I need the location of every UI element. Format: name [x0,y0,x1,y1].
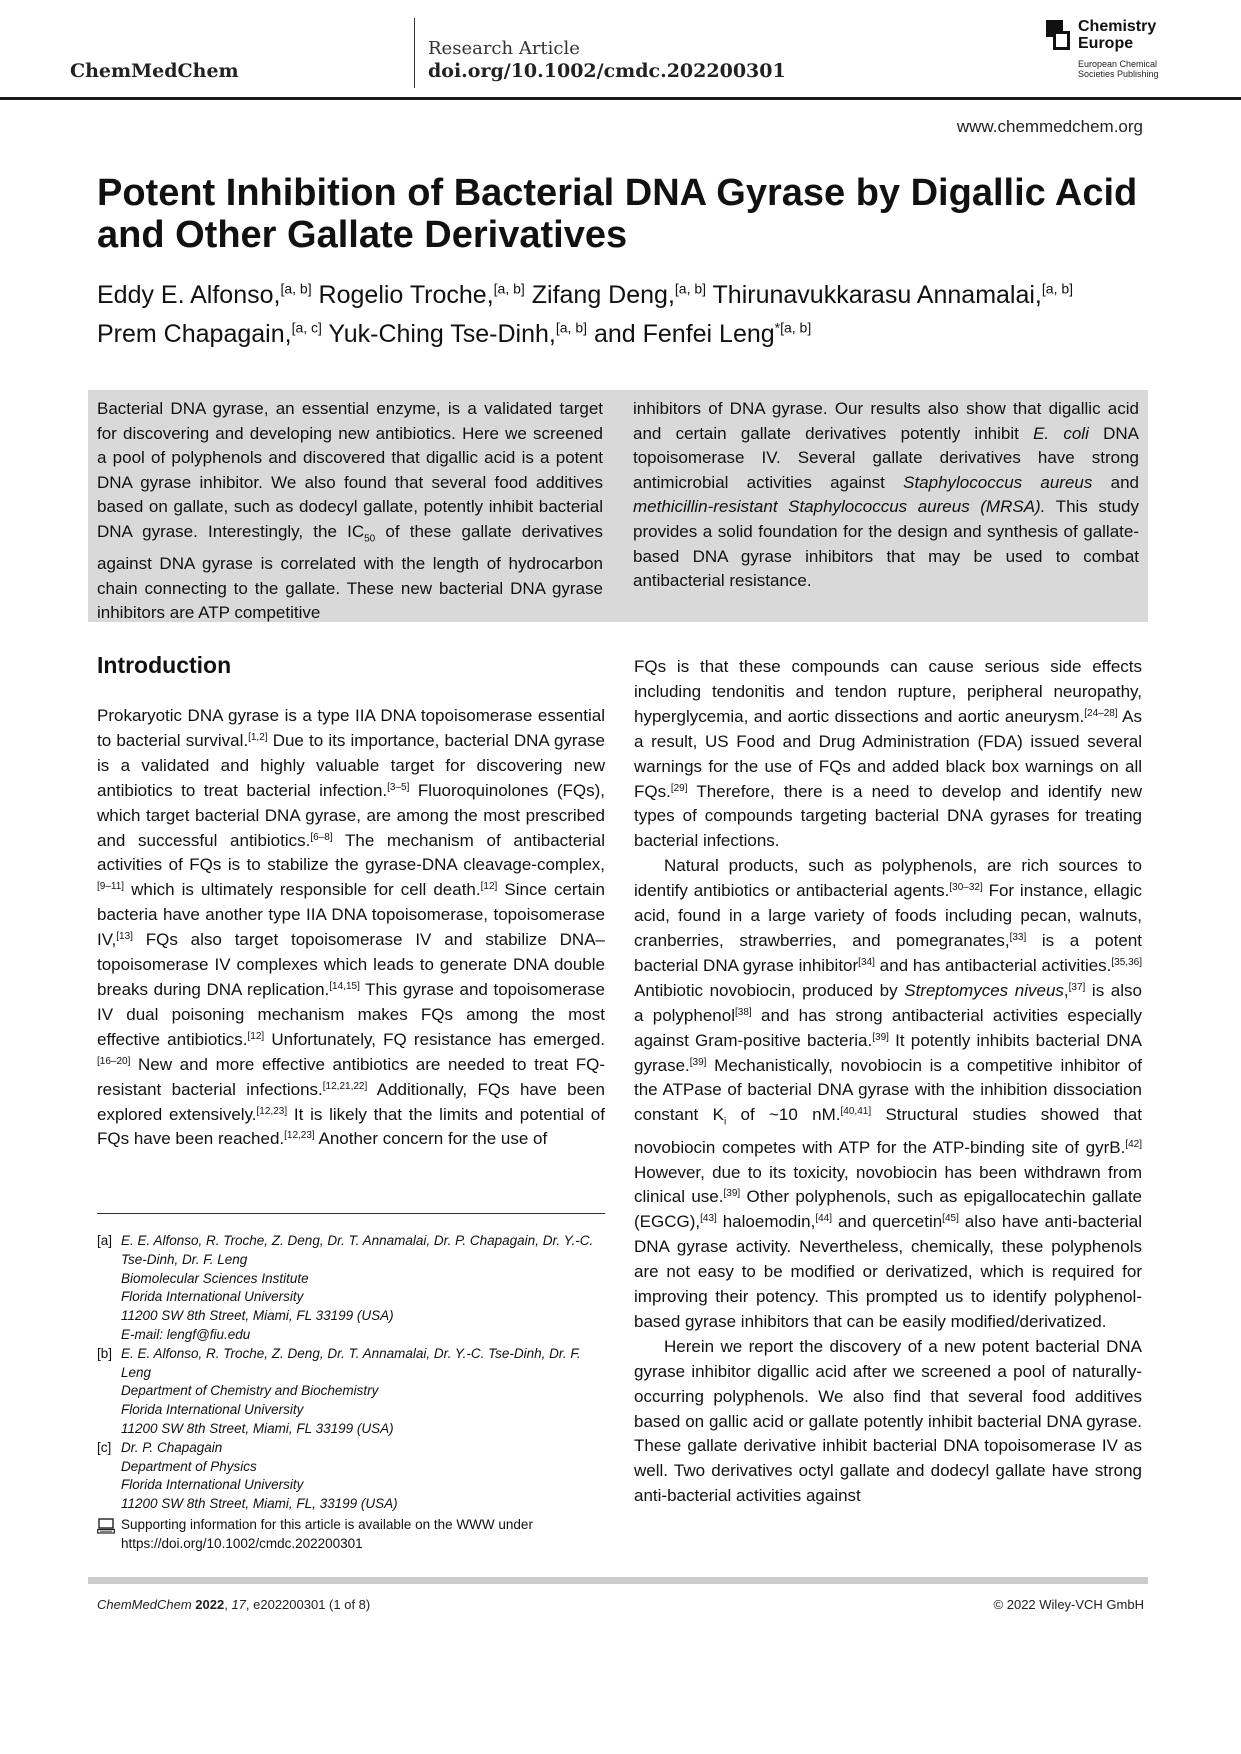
footer-copyright: © 2022 Wiley-VCH GmbH [993,1597,1144,1612]
citation-link[interactable]: [40,41] [840,1106,872,1118]
email-link[interactable]: E-mail: lengf@fiu.edu [121,1326,251,1342]
citation-link[interactable]: [14,15] [329,980,360,992]
author: Prem Chapagain,[a, c] [97,319,322,348]
chemistry-europe-logo-icon [1046,20,1070,50]
author: Rogelio Troche,[a, b] [318,281,525,310]
author: Eddy E. Alfonso,[a, b] [97,281,312,310]
citation-link[interactable]: [1,2] [248,731,268,743]
affiliation-a: [a] E. E. Alfonso, R. Troche, Z. Deng, Dr. T. Annamalai, Dr. P. Chapagain, Dr. Y.-C. Tse-Dinh, Dr. F. Leng Biomolecular Sciences Institute Florida International University 11200 SW 8th Street, Miami, FL 33199 (USA) E-mail: lengf@fiu.edu [97,1233,594,1342]
citation-link[interactable]: [35,36] [1111,956,1142,968]
supporting-information-note[interactable]: Supporting information for this article is available on the WWW under https://doi.org/10.1002/cmdc.202200301 [97,1516,605,1554]
affiliation-b: [b] E. E. Alfonso, R. Troche, Z. Deng, Dr. T. Annamalai, Dr. Y.-C. Tse-Dinh, Dr. F. Leng Department of Chemistry and Biochemistry Florida International University 11200 SW 8th Street, Miami, FL 33199 (USA) [97,1345,581,1436]
citation-link[interactable]: [12] [247,1030,265,1042]
citation-link[interactable]: [3–5] [387,781,410,793]
citation-link[interactable]: [13] [116,931,133,943]
logo-subtitle: European Chemical Societies Publishing [1078,59,1159,79]
citation-link[interactable]: [34] [858,956,875,968]
citation-link[interactable]: [33] [1009,931,1027,943]
citation-link[interactable]: [16–20] [97,1055,131,1067]
citation-link[interactable]: [44] [815,1213,833,1225]
paragraph: Herein we report the discovery of a new potent bacterial DNA gyrase inhibitor digallic acid after we screened a pool of naturally-occurring polyphenols. We also find that several food additives based on gallic acid or gallate potently inhibit bacterial DNA gyrase. These gallate derivative inhibit bacterial DNA topoisomerase IV as well. Two derivatives octyl gallate and dodecyl gallate have strong anti-bacterial activities against [634,1336,1142,1506]
computer-icon [97,1518,115,1534]
citation-link[interactable]: [6–8] [310,831,333,843]
paragraph: Prokaryotic DNA gyrase is a type IIA DNA topoisomerase essential to bacterial survival.[1,2] Due to its importance, bacterial DNA gyrase is a validated and highly valuable target for discovering new antibiotics to treat bacterial infection.[3–5] Fluoroquinolones (FQs), which target bacterial DNA gyrase, are among the most prescribed and successful antibiotics.[6–8] The mechanism of antibacterial activities of FQs is to stabilize the gyrase-DNA cleavage-complex,[9–11] which is ultimately responsible for cell death.[12] Since certain bacteria have another type IIA DNA topoisomerase, topoisomerase IV,[13] FQs also target topoisomerase IV and stabilize DNA–topoisomerase IV complexes which leads to generate DNA double breaks during DNA replication.[14,15] This gyrase and topoisomerase IV dual poisoning mechanism makes FQs among the most effective antibiotics.[12] Unfortunately, FQ resistance has emerged.[16–20] New and more effective antibiotics are needed to treat FQ-resistant bacterial infections.[12,21,22] Additionally, FQs have been explored extensively.[12,23] It is likely that the limits and potential of FQs have been reached.[12,23] Another concern for the use of [97,706,606,1149]
citation-link[interactable]: [24–28] [1084,707,1118,719]
body-column-right [634,655,1142,1509]
citation-link[interactable]: [12,23] [284,1130,315,1142]
abstract-column-2: inhibitors of DNA gyrase. Our results also show that digallic acid and certain gallate derivatives potently inhibit E. coli DNA topoisomerase IV. Several gallate derivatives have strong antimicrobial activities against Staphylococcus aureus and methicillin-resistant Staphylococcus aureus (MRSA). This study provides a solid foundation for the design and synthesis of gallate-based DNA gyrase inhibitors that may be used to combat antibacterial resistance. [633,399,1139,591]
publisher-logo[interactable] [1046,18,1176,82]
author: and Fenfei Leng$^{*[a, b]}$ [593,319,812,348]
citation-link[interactable]: [12,21,22] [322,1080,368,1092]
citation-link[interactable]: [45] [942,1213,959,1225]
footer-bar [88,1577,1148,1584]
affiliation-footnotes [97,1232,605,1554]
section-heading-introduction: Introduction [97,652,232,678]
header-divider [414,18,415,88]
citation-link[interactable]: [9–11] [97,881,125,893]
citation-link[interactable]: [39] [689,1056,707,1068]
author: Thirunavukkarasu Annamalai,[a, b] [712,281,1074,310]
paragraph: FQs is that these compounds can cause serious side effects including tendonitis and tendon rupture, peripheral neuropathy, hyperglycemia, and aortic dissections and aortic aneurysm.[24–28] As a result, US Food and Drug Administration (FDA) issued several warnings for the use of FQs and added black box warnings on all FQs.[29] Therefore, there is a need to develop and identify new types of compounds targeting bacterial DNA gyrases for treating bacterial infections. [634,657,1142,851]
citation-link[interactable]: [38] [735,1006,752,1018]
citation-link[interactable]: [29] [670,782,688,794]
citation-link[interactable]: [12] [480,881,498,893]
citation-link[interactable]: [37] [1068,981,1086,993]
abstract-box [88,390,1148,622]
journal-website-link[interactable]: www.chemmedchem.org [956,117,1143,136]
footnote-rule [97,1213,605,1214]
abstract-column-1: Bacterial DNA gyrase, an essential enzyme, is a validated target for discovering and developing new antibiotics. Here we screened a pool of polyphenols and discovered that digallic acid is a potent DNA gyrase inhibitor. We also found that several food additives based on gallate, such as dodecyl gallate, potently inhibit bacterial DNA gyrase. Interestingly, the $IC_{50}$ of these gallate derivatives against DNA gyrase is correlated with the length of hydrocarbon chain connecting to the gallate. These new bacterial DNA gyrase inhibitors are ATP competitive [97,399,603,623]
affiliation-c: [c] Dr. P. Chapagain Department of Physics Florida International University 11200 SW 8th Street, Miami, FL, 33199 (USA) [97,1439,398,1512]
journal-name: ChemMedChem [70,60,239,82]
author-list [97,273,1157,350]
article-title: Potent Inhibition of Bacterial DNA Gyrase by Digallic Acid and Other Gallate Derivatives [97,172,1138,256]
citation-link[interactable]: [42] [1125,1138,1142,1150]
author: Zifang Deng,[a, b] [531,281,707,310]
citation-link[interactable]: [12,23] [256,1105,288,1117]
author: Yuk-Ching Tse-Dinh,[a, b] [328,319,587,348]
footer-citation: ChemMedChem 2022, 17, e202200301 (1 of 8) [97,1597,371,1612]
citation-link[interactable]: [43] [700,1213,717,1225]
paragraph: Natural products, such as polyphenols, are rich sources to identify antibiotics or antibacterial agents.[30–32] For instance, ellagic acid, found in a large variety of foods including pecan, walnuts, cranberries, strawberries, and pomegranates,[33] is a potent bacterial DNA gyrase inhibitor[34] and has antibacterial activities.[35,36] Antibiotic novobiocin, produced by Streptomyces niveus,[37] is also a polyphenol[38] and has strong antibacterial activities especially against Gram-positive bacteria.[39] It potently inhibits bacterial DNA gyrase.[39] Mechanistically, novobiocin is a competitive inhibitor of the ATPase of bacterial DNA gyrase with the inhibition dissociation constant $K_i$ of ~10 nM.[40,41] Structural studies showed that novobiocin competes with ATP for the ATP-binding site of gyrB.[42] However, due to its toxicity, novobiocin has been withdrawn from clinical use.[39] Other polyphenols, such as epigallocatechin gallate (EGCG),[43] haloemodin,[44] and quercetin[45] also have anti-bacterial DNA gyrase activity. Nevertheless, chemically, these polyphenols are not easy to be modified or derivatized, which is required for improving their potency. This prompted us to identify polyphenol-based gyrase inhibitors that can be easily modified/derivatized. [634,856,1143,1331]
article-type: Research Article [428,38,580,59]
citation-link[interactable]: [39] [872,1031,889,1043]
body-column-left [97,704,605,1152]
citation-link[interactable]: [39] [723,1188,741,1200]
citation-link[interactable]: [30–32] [949,882,983,894]
header-rule [0,97,1241,100]
doi-link[interactable]: doi.org/10.1002/cmdc.202200301 [428,60,786,82]
logo-title: Chemistry Europe [1078,18,1157,52]
